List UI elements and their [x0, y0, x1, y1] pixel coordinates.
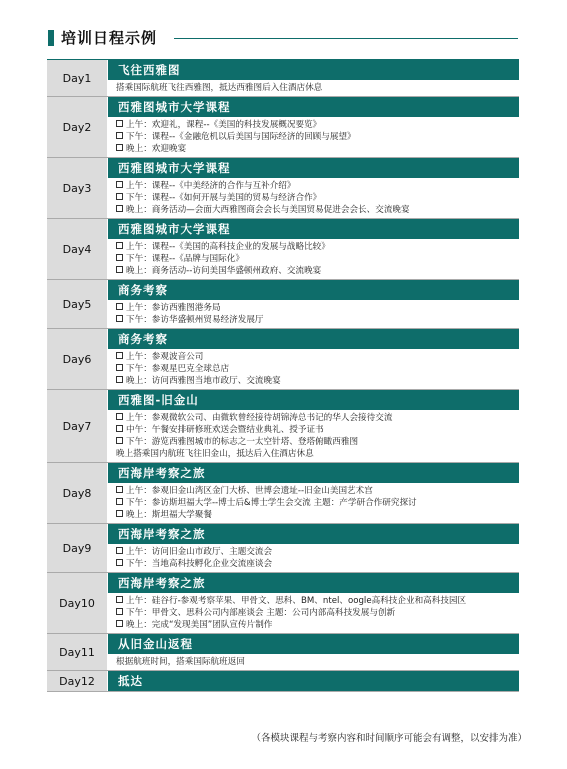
- activity-line: [116, 497, 519, 509]
- schedule-row: [47, 60, 519, 97]
- checkbox-bullet-icon: [116, 266, 123, 273]
- activity-line: [116, 436, 519, 448]
- activity-text: 晚上：欢迎晚宴: [126, 144, 187, 154]
- activity-text: 上午：课程--《中美经济的合作与互补介绍》: [126, 181, 296, 191]
- day-label: Day8: [47, 463, 108, 523]
- activity-line: [116, 595, 519, 607]
- activity-line: [116, 509, 519, 521]
- day-theme: 西雅图-旧金山: [108, 390, 519, 410]
- day-theme: 商务考察: [108, 329, 519, 349]
- checkbox-bullet-icon: [116, 242, 123, 249]
- activity-text: 中午：午餐安排研修班欢送会暨结业典礼、授予证书: [126, 425, 324, 435]
- day-theme: 西海岸考察之旅: [108, 524, 519, 544]
- activity-text: 上午：参观波音公司: [126, 352, 204, 362]
- schedule-row: [47, 524, 519, 573]
- page-title: 培训日程示例: [61, 29, 158, 47]
- activity-text: 搭乘国际航班飞往西雅图，抵达西雅图后入住酒店休息: [116, 83, 323, 93]
- activity-line: [116, 241, 519, 253]
- checkbox-bullet-icon: [116, 376, 123, 383]
- day-content: [108, 97, 519, 157]
- checkbox-bullet-icon: [116, 608, 123, 615]
- activity-list: [108, 483, 519, 523]
- day-content: [108, 280, 519, 328]
- activity-text: 上午：参访西雅图港务局: [126, 303, 221, 313]
- checkbox-bullet-icon: [116, 425, 123, 432]
- activity-text: 下午：课程--《品牌与国际化》: [126, 254, 244, 264]
- activity-text: 晚上：访问西雅图当地市政厅、交流晚宴: [126, 376, 281, 386]
- checkbox-bullet-icon: [116, 620, 123, 627]
- day-content: [108, 671, 519, 691]
- checkbox-bullet-icon: [116, 498, 123, 505]
- activity-line: [116, 485, 519, 497]
- page-header: [48, 27, 518, 49]
- checkbox-bullet-icon: [116, 352, 123, 359]
- activity-list: [108, 80, 519, 96]
- activity-list: [108, 410, 519, 462]
- activity-line: [116, 607, 519, 619]
- day-content: [108, 524, 519, 572]
- activity-text: 下午：甲骨文、思科公司内部座谈会 主题：公司内部高科技发展与创新: [126, 608, 396, 618]
- activity-line: [116, 204, 519, 216]
- activity-text: 上午：参观微软公司、由微软曾经接待胡锦涛总书记的华人会接待交流: [126, 413, 393, 423]
- schedule-row: [47, 219, 519, 280]
- activity-text: 上午：欢迎礼，课程--《美国的科技发展概况要览》: [126, 120, 322, 130]
- day-label: Day11: [47, 634, 108, 670]
- schedule-table: [47, 59, 519, 692]
- day-theme: 西海岸考察之旅: [108, 573, 519, 593]
- schedule-row: [47, 97, 519, 158]
- activity-line: [116, 265, 519, 277]
- activity-text: 下午：课程--《如何开展与美国的贸易与经济合作》: [126, 193, 322, 203]
- activity-list: [108, 544, 519, 572]
- checkbox-bullet-icon: [116, 205, 123, 212]
- activity-text: 下午：游览西雅图城市的标志之一太空针塔、登塔俯瞰西雅图: [126, 437, 359, 447]
- day-label: Day5: [47, 280, 108, 328]
- activity-text: 下午：参访华盛顿州贸易经济发展厅: [126, 315, 264, 325]
- day-content: [108, 573, 519, 633]
- checkbox-bullet-icon: [116, 413, 123, 420]
- day-content: [108, 329, 519, 389]
- checkbox-bullet-icon: [116, 547, 123, 554]
- day-label: Day10: [47, 573, 108, 633]
- day-label: Day6: [47, 329, 108, 389]
- activity-text: 晚上搭乘国内航班飞往旧金山，抵达后入住酒店休息: [116, 449, 314, 459]
- activity-line: [116, 375, 519, 387]
- day-theme: 西雅图城市大学课程: [108, 97, 519, 117]
- footer-note: （各模块课程与考察内容和时间顺序可能会有调整，以安排为准）: [251, 733, 527, 744]
- activity-line: [116, 424, 519, 436]
- activity-text: 下午：参观星巴克全球总店: [126, 364, 230, 374]
- activity-text: 晚上：完成“发现美国”团队宣传片制作: [126, 620, 273, 630]
- activity-line: [116, 82, 519, 94]
- checkbox-bullet-icon: [116, 596, 123, 603]
- activity-line: [116, 412, 519, 424]
- day-label: Day12: [47, 671, 108, 691]
- schedule-row: [47, 463, 519, 524]
- day-theme: 西雅图城市大学课程: [108, 158, 519, 178]
- checkbox-bullet-icon: [116, 510, 123, 517]
- activity-text: 晚上：斯坦福大学聚餐: [126, 510, 212, 520]
- activity-text: 下午：课程--《金融危机以后美国与国际经济的回顾与展望》: [126, 132, 356, 142]
- activity-text: 晚上：商务活动--访问美国华盛顿州政府、交流晚宴: [126, 266, 322, 276]
- checkbox-bullet-icon: [116, 144, 123, 151]
- activity-text: 上午：硅谷行-参观考察苹果、甲骨文、思科、BM、ntel、oogle高科技企业和高科技园区: [126, 596, 467, 606]
- activity-line: [116, 558, 519, 570]
- activity-line: [116, 619, 519, 631]
- day-theme: 西海岸考察之旅: [108, 463, 519, 483]
- activity-list: [108, 117, 519, 157]
- schedule-row: [47, 671, 519, 692]
- activity-list: [108, 178, 519, 218]
- activity-text: 上午：课程--《美国的高科技企业的发展与战略比较》: [126, 242, 330, 252]
- activity-list: [108, 300, 519, 328]
- day-label: Day2: [47, 97, 108, 157]
- activity-text: 根据航班时间，搭乘国际航班返回: [116, 657, 245, 667]
- checkbox-bullet-icon: [116, 315, 123, 322]
- day-theme: 抵达: [108, 671, 519, 691]
- activity-text: 下午：当地高科技孵化企业交流座谈会: [126, 559, 273, 569]
- activity-line: [116, 143, 519, 155]
- activity-line: [116, 314, 519, 326]
- activity-line: [116, 656, 519, 668]
- activity-line: [116, 192, 519, 204]
- checkbox-bullet-icon: [116, 254, 123, 261]
- schedule-row: [47, 390, 519, 463]
- activity-line: [116, 546, 519, 558]
- activity-text: 晚上：商务活动—会面大西雅图商会会长与美国贸易促进会会长、交流晚宴: [126, 205, 410, 215]
- day-content: [108, 219, 519, 279]
- schedule-row: [47, 573, 519, 634]
- activity-text: 下午：参访斯坦福大学--博士后&博士学生会交流 主题：产学研合作研究探讨: [126, 498, 417, 508]
- activity-line: [116, 351, 519, 363]
- day-label: Day1: [47, 60, 108, 96]
- checkbox-bullet-icon: [116, 437, 123, 444]
- activity-text: 上午：参观旧金山湾区金门大桥、世博会遗址--旧金山美国艺术宫: [126, 486, 373, 496]
- day-label: Day4: [47, 219, 108, 279]
- activity-list: [108, 349, 519, 389]
- activity-line: [116, 302, 519, 314]
- day-label: Day9: [47, 524, 108, 572]
- checkbox-bullet-icon: [116, 364, 123, 371]
- schedule-row: [47, 158, 519, 219]
- header-accent-bar: [48, 30, 54, 46]
- activity-line: [116, 448, 519, 460]
- day-content: [108, 634, 519, 670]
- schedule-row: [47, 329, 519, 390]
- day-theme: 飞往西雅图: [108, 60, 519, 80]
- checkbox-bullet-icon: [116, 486, 123, 493]
- day-theme: 西雅图城市大学课程: [108, 219, 519, 239]
- schedule-row: [47, 634, 519, 671]
- activity-line: [116, 131, 519, 143]
- checkbox-bullet-icon: [116, 120, 123, 127]
- day-content: [108, 390, 519, 462]
- activity-line: [116, 180, 519, 192]
- activity-text: 上午：访问旧金山市政厅、主题交流会: [126, 547, 273, 557]
- day-theme: 商务考察: [108, 280, 519, 300]
- activity-line: [116, 363, 519, 375]
- checkbox-bullet-icon: [116, 181, 123, 188]
- activity-list: [108, 654, 519, 670]
- activity-line: [116, 253, 519, 265]
- activity-list: [108, 593, 519, 633]
- activity-list: [108, 239, 519, 279]
- checkbox-bullet-icon: [116, 303, 123, 310]
- day-label: Day3: [47, 158, 108, 218]
- schedule-row: [47, 280, 519, 329]
- day-content: [108, 60, 519, 96]
- header-rule: [174, 38, 518, 39]
- day-label: Day7: [47, 390, 108, 462]
- day-theme: 从旧金山返程: [108, 634, 519, 654]
- day-content: [108, 158, 519, 218]
- day-content: [108, 463, 519, 523]
- checkbox-bullet-icon: [116, 559, 123, 566]
- checkbox-bullet-icon: [116, 193, 123, 200]
- activity-line: [116, 119, 519, 131]
- checkbox-bullet-icon: [116, 132, 123, 139]
